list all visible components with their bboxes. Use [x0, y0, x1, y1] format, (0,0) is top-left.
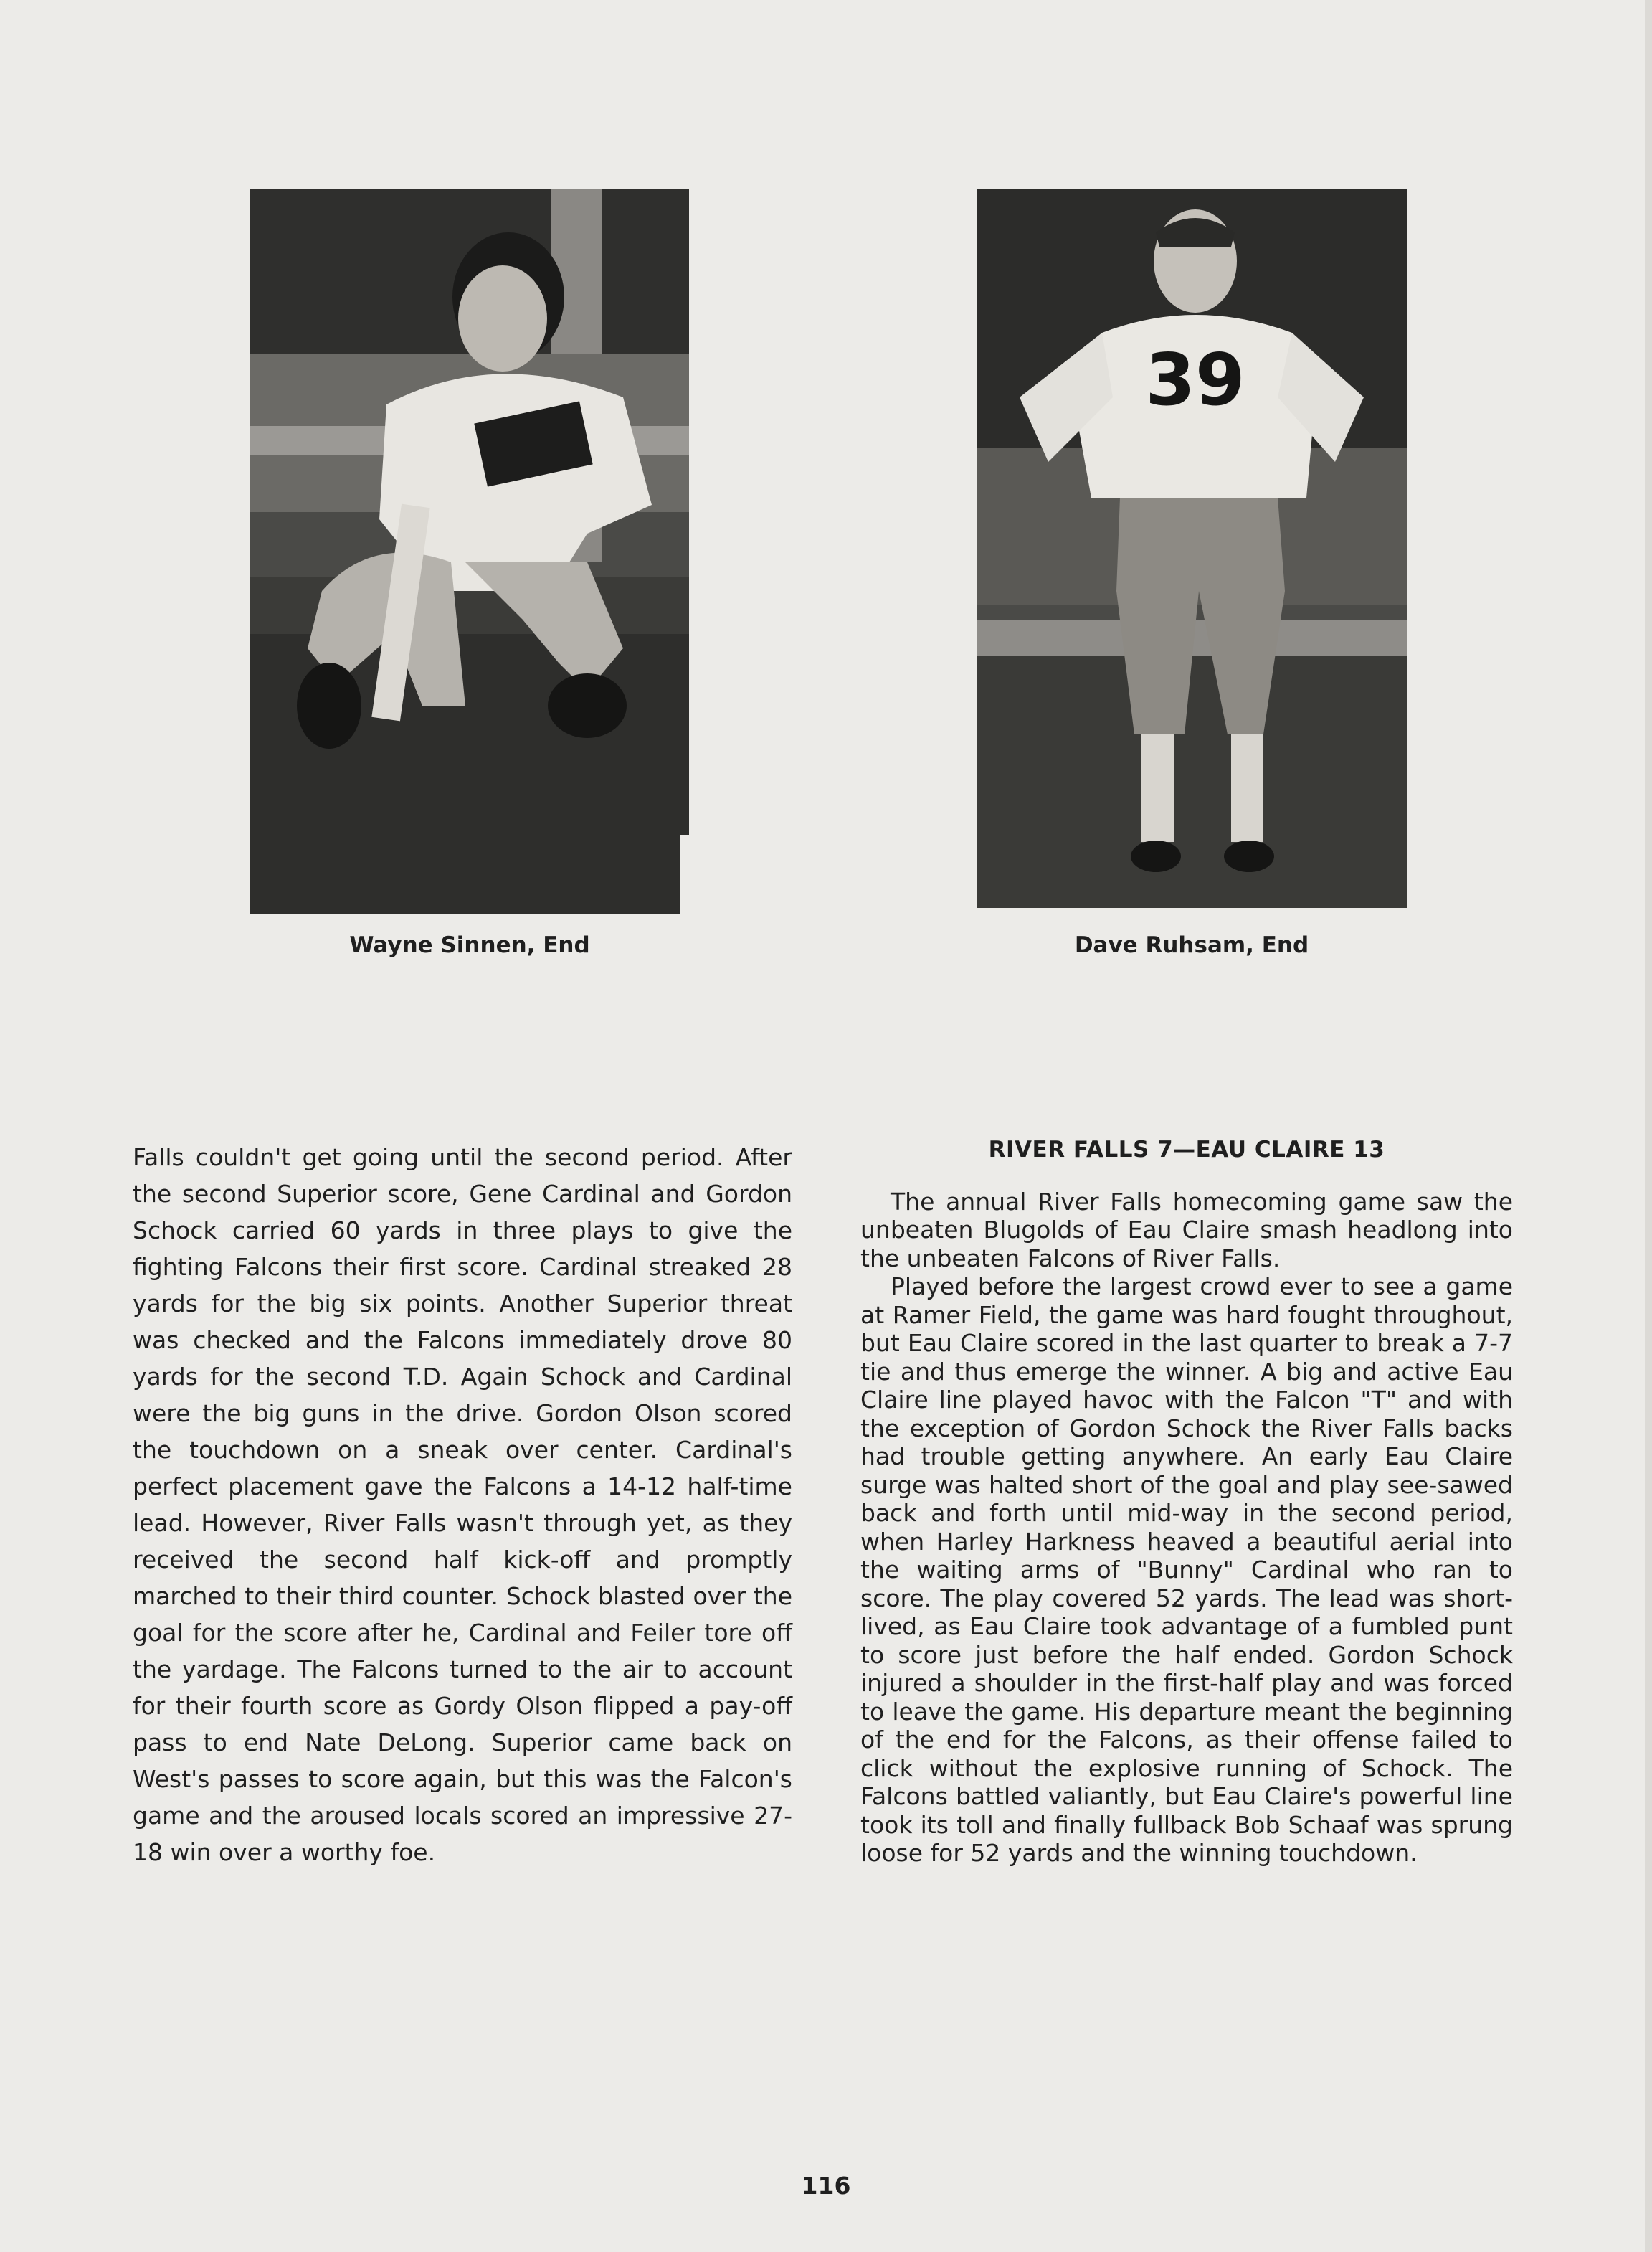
left-column: [133, 1139, 792, 1870]
game-heading: RIVER FALLS 7—EAU CLAIRE 13: [988, 1137, 1385, 1163]
left-column-paragraph: Falls couldn't get going until the second period. After the second Superior score, Gene Cardinal and Gordon Schock carried 60 yards in three plays to give the fighting Falcons their first score. Cardinal streaked 28 yards for the big six points. Another Superior threat was checked and the Falcons immediately drove 80 yards for the second T.D. Again Schock and Cardinal were the big guns in the drive. Gordon Olson scored the touchdown on a sneak over center. Cardinal's perfect placement gave the Falcons a 14-12 half-time lead. However, River Falls wasn't through yet, as they received the second half kick-off and promptly marched to their third counter. Schock blasted over the goal for the score after he, Cardinal and Feiler tore off the yardage. The Falcons turned to the air to account for their fourth score as Gordy Olson flipped a pay-off pass to end Nate DeLong. Superior came back on West's passes to score again, but this was the Falcon's game and the aroused locals scored an impressive 27-18 win over a worthy foe.: [133, 1143, 792, 1866]
right-column: [860, 1136, 1513, 1868]
jersey-number: 39: [1145, 338, 1245, 422]
photo-caption-right: Dave Ruhsam, End: [1074, 932, 1309, 958]
right-column-paragraph-2: Played before the largest crowd ever to see a game at Ramer Field, the game was hard fought throughout, but Eau Claire scored in the last quarter to break a 7-7 tie and thus emerge the winner. A big and active Eau Claire line played havoc with the Falcon "T" and with the exception of Gordon Schock the River Falls backs had trouble getting anywhere. An early Eau Claire surge was halted short of the goal and play see-sawed back and forth until mid-way in the second period, when Harley Harkness heaved a beautiful aerial into the waiting arms of "Bunny" Cardinal who ran to score. The play covered 52 yards. The lead was short-lived, as Eau Claire took advantage of a fumbled punt to score just before the half ended. Gordon Schock injured a shoulder in the first-half play and was forced to leave the game. His departure meant the beginning of the end for the Falcons, as their offense failed to click without the explosive running of Schock. The Falcons battled valiantly, but Eau Claire's powerful line took its toll and finally fullback Bob Schaaf was sprung loose for 52 yards and the winning touchdown.: [860, 1272, 1513, 1867]
player-photo-wayne-sinnen: [250, 189, 689, 914]
right-column-paragraph-1: The annual River Falls homecoming game saw the unbeaten Blugolds of Eau Claire smash headlong into the unbeaten Falcons of River Falls.: [860, 1187, 1513, 1272]
photo-standing-player: [977, 189, 1407, 908]
photo-caption-left: Wayne Sinnen, End: [349, 932, 590, 958]
photo-crouching-player: [250, 189, 689, 914]
page-number: 116: [801, 2172, 851, 2200]
page-edge: [1645, 0, 1652, 2252]
player-photo-dave-ruhsam: [977, 189, 1407, 908]
